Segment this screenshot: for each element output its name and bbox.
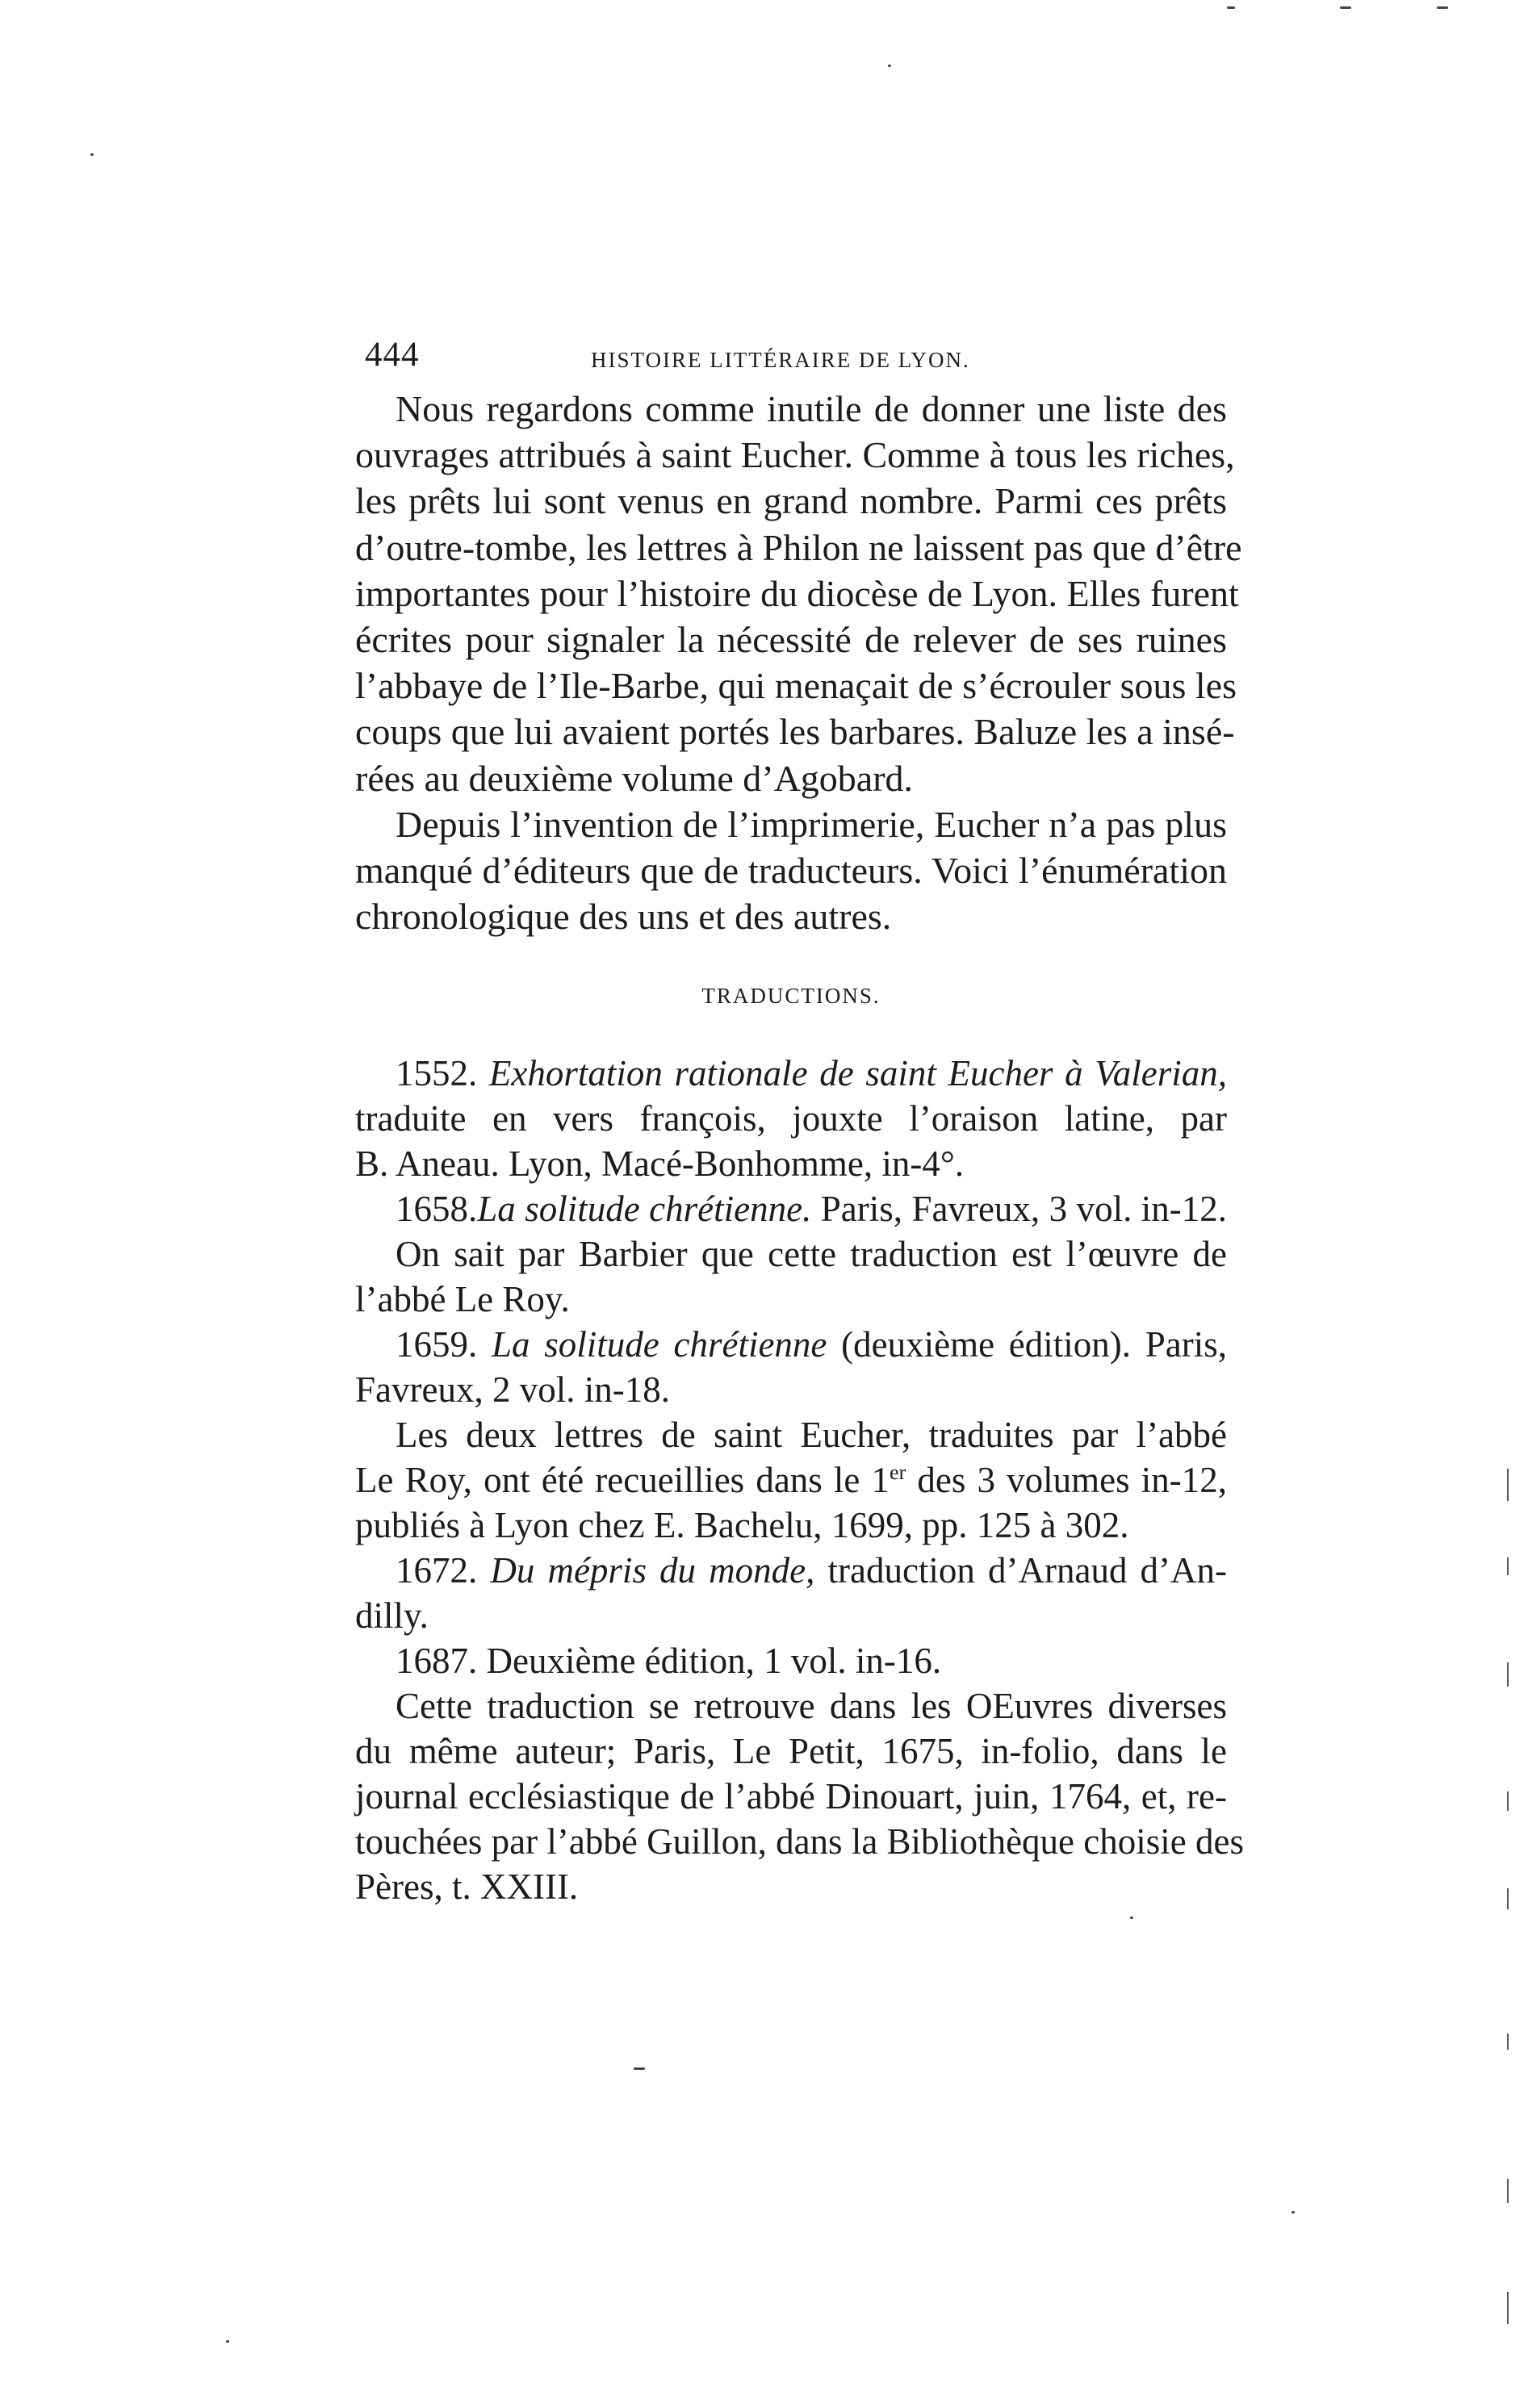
text-line: manqué d’éditeurs que de traducteurs. Voici l’énumération bbox=[355, 849, 1227, 891]
note-text: des 3 volumes in-12, bbox=[906, 1460, 1227, 1501]
scan-edge-marks bbox=[1496, 1453, 1528, 2340]
entry-1687 bbox=[355, 1638, 1227, 1683]
entry-line: dilly. bbox=[355, 1595, 429, 1637]
entry-year: 1658. bbox=[396, 1189, 478, 1230]
entry-line: Favreux, 2 vol. in-18. bbox=[355, 1369, 670, 1411]
note-line: publiés à Lyon chez E. Bachelu, 1699, pp. 125 à 302. bbox=[355, 1505, 1129, 1546]
entry-line bbox=[355, 1051, 1227, 1096]
text-line: touchées par l’abbé Guillon, dans la Bibliothèque choisie des bbox=[355, 1821, 1244, 1862]
scan-speck bbox=[90, 153, 94, 156]
text-line: rées au deuxième volume d’Agobard. bbox=[355, 757, 914, 799]
entry-details: traduction d’Arnaud d’An- bbox=[827, 1550, 1228, 1591]
text-line: l’abbaye de l’Ile-Barbe, qui menaçait de s’écrouler sous les bbox=[355, 665, 1237, 707]
entry-1552 bbox=[355, 1051, 1227, 1186]
scan-speck bbox=[1437, 6, 1448, 9]
text-line: journal ecclésiastique de l’abbé Dinouart, juin, 1764, et, re- bbox=[355, 1776, 1227, 1817]
scan-mark bbox=[1507, 1791, 1509, 1811]
text-line: Depuis l’invention de l’imprimerie, Eucher n’a pas plus bbox=[396, 803, 1227, 845]
note-line: On sait par Barbier que cette traduction est l’œuvre de bbox=[396, 1234, 1227, 1275]
text-line: chronologique des uns et des autres. bbox=[355, 896, 892, 938]
scan-mark bbox=[1507, 1557, 1509, 1575]
scan-speck bbox=[1291, 2211, 1295, 2214]
note-1659 bbox=[355, 1412, 1227, 1548]
entry-line: B. Aneau. Lyon, Macé-Bonhomme, in-4°. bbox=[355, 1143, 965, 1185]
scan-mark bbox=[1507, 1662, 1509, 1687]
entry-title: Du mépris du monde, bbox=[490, 1550, 815, 1591]
running-title: HISTOIRE LITTÉRAIRE DE LYON. bbox=[591, 348, 970, 372]
entry-year: 1659. bbox=[396, 1324, 478, 1365]
page-number: 444 bbox=[365, 336, 420, 374]
text-line: ouvrages attribués à saint Eucher. Comme à tous les riches, bbox=[355, 434, 1235, 476]
body-text bbox=[355, 386, 1244, 1909]
second-paragraph bbox=[355, 801, 1227, 940]
scan-speck bbox=[1130, 1917, 1133, 1919]
text-line: importantes pour l’histoire du diocèse de Lyon. Elles furent bbox=[355, 572, 1239, 614]
scan-speck bbox=[1340, 6, 1351, 9]
scan-mark bbox=[1507, 2034, 1509, 2050]
note-line: Les deux lettres de saint Eucher, traduites par l’abbé bbox=[396, 1415, 1227, 1456]
scan-speck bbox=[226, 2340, 229, 2343]
entry-title: La solitude chrétienne bbox=[492, 1324, 827, 1365]
text-line: coups que lui avaient portés les barbares. Baluze les a insé- bbox=[355, 711, 1235, 753]
text-line: Nous regardons comme inutile de donner une liste des bbox=[396, 388, 1227, 429]
text-line: Cette traduction se retrouve dans les OEuvres diverses bbox=[396, 1686, 1227, 1727]
text-line: les prêts lui sont venus en grand nombre. Parmi ces prêts bbox=[355, 480, 1227, 522]
intro-paragraph bbox=[355, 386, 1242, 801]
scan-speck bbox=[1227, 6, 1235, 9]
entry-1659 bbox=[355, 1322, 1227, 1412]
entry-title: Exhortation rationale de saint Eucher à Valerian, bbox=[488, 1053, 1227, 1094]
entry-year: 1672. bbox=[396, 1550, 478, 1591]
note-line: l’abbé Le Roy. bbox=[355, 1279, 570, 1320]
closing-paragraph bbox=[355, 1683, 1244, 1909]
scan-mark bbox=[1507, 1469, 1509, 1501]
entry-line bbox=[355, 1186, 1227, 1231]
entry-details: (deuxième édition). Paris, bbox=[841, 1324, 1228, 1365]
text-line: Pères, t. XXIII. bbox=[355, 1867, 579, 1908]
text-line: du même auteur; Paris, Le Petit, 1675, in-folio, dans le bbox=[355, 1731, 1227, 1772]
note-line bbox=[355, 1457, 1227, 1503]
entry-1672 bbox=[355, 1548, 1227, 1638]
section-heading: TRADUCTIONS. bbox=[701, 984, 881, 1009]
note-text: Le Roy, ont été recueillies dans le 1 bbox=[355, 1460, 890, 1501]
entry-year: 1552. bbox=[396, 1053, 478, 1094]
text-line: d’outre-tombe, les lettres à Philon ne laissent pas que d’être bbox=[355, 526, 1242, 568]
scan-speck bbox=[634, 2067, 645, 2070]
text-line: écrites pour signaler la nécessité de relever de ses ruines bbox=[355, 618, 1227, 660]
entry-line bbox=[355, 1548, 1227, 1593]
scan-mark bbox=[1507, 2179, 1509, 2203]
note-1658 bbox=[355, 1231, 1227, 1322]
scan-speck bbox=[888, 65, 891, 67]
scan-mark bbox=[1507, 1888, 1509, 1909]
scan-mark bbox=[1507, 2292, 1509, 2324]
entry-details: Paris, Favreux, 3 vol. in-12. bbox=[820, 1189, 1228, 1230]
superscript: er bbox=[890, 1461, 906, 1485]
entry-title: La solitude chrétienne. bbox=[477, 1189, 812, 1230]
entry-line bbox=[355, 1322, 1227, 1367]
entry-line: 1687. Deuxième édition, 1 vol. in-16. bbox=[396, 1641, 942, 1682]
entry-line: traduite en vers françois, jouxte l’oraison latine, par bbox=[355, 1098, 1227, 1139]
entry-1658 bbox=[355, 1186, 1227, 1231]
page-header bbox=[365, 335, 1220, 383]
